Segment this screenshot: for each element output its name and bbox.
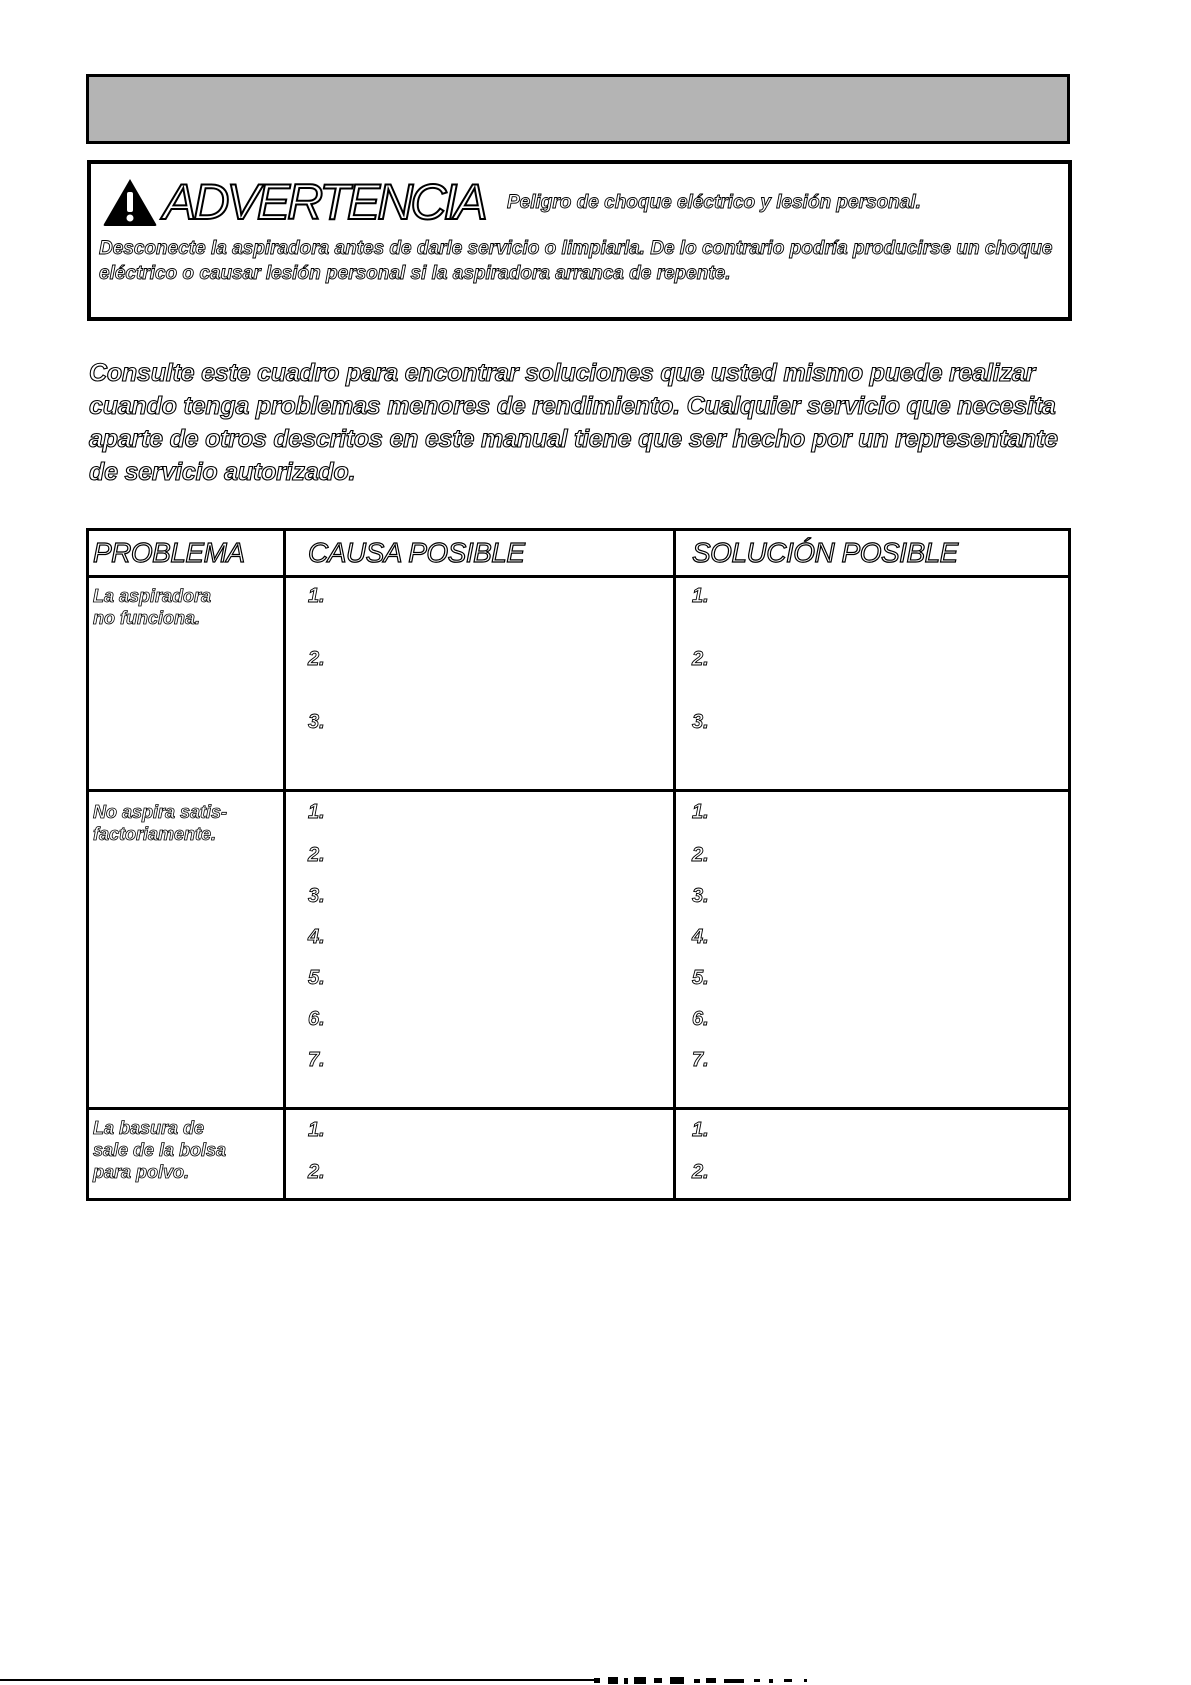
solution-number: 5. — [692, 967, 709, 989]
cause-number: 7. — [308, 1049, 325, 1071]
solution-number: 2. — [692, 844, 709, 866]
problem-text-1 — [93, 585, 211, 629]
header-divider — [89, 575, 1068, 578]
cause-number: 1. — [308, 585, 325, 607]
footer-scan-marks — [594, 1676, 894, 1685]
troubleshooting-table — [86, 528, 1071, 1201]
solution-number: 3. — [692, 711, 709, 733]
solution-number: 1. — [692, 1119, 709, 1141]
warning-title: ADVERTENCIA — [163, 174, 485, 230]
problem-text-3 — [93, 1117, 226, 1183]
solution-number: 6. — [692, 1008, 709, 1030]
section-header-bar — [86, 74, 1070, 144]
cause-number: 1. — [308, 1119, 325, 1141]
header-problem: PROBLEMA — [93, 537, 245, 568]
column-divider — [283, 531, 286, 1198]
solution-number: 7. — [692, 1049, 709, 1071]
cause-number: 1. — [308, 801, 325, 823]
solution-number: 1. — [692, 585, 709, 607]
header-solution: SOLUCIÓN POSIBLE — [692, 537, 958, 568]
warning-triangle-icon — [101, 176, 159, 228]
solution-number: 4. — [692, 926, 709, 948]
warning-subtitle: Peligro de choque eléctrico y lesión personal. — [507, 192, 921, 213]
row-divider — [89, 789, 1068, 792]
column-divider — [673, 531, 676, 1198]
cause-number: 3. — [308, 711, 325, 733]
cause-number: 6. — [308, 1008, 325, 1030]
solution-number: 2. — [692, 648, 709, 670]
cause-number: 2. — [308, 648, 325, 670]
cause-number: 5. — [308, 967, 325, 989]
cause-number: 2. — [308, 1161, 325, 1183]
problem-text: La basura de sale de la bolsa para polvo. — [93, 1118, 227, 1182]
warning-text: Desconecte la aspiradora antes de darle servicio o limpiarla. De lo contrario podría producirse un choque eléctrico o causar lesión personal si la aspiradora arranca de repente. — [99, 238, 1053, 284]
solution-number: 3. — [692, 885, 709, 907]
cause-number: 3. — [308, 885, 325, 907]
problem-text: No aspira satis- factoriamente. — [93, 802, 228, 844]
problem-text-2 — [93, 801, 227, 845]
cause-number: 4. — [308, 926, 325, 948]
intro-paragraph: Consulte este cuadro para encontrar soluciones que usted mismo puede realizar cuando tenga problemas menores de rendimiento. Cualquier servicio que necesita aparte de otros descritos en este manual tiene que ser hecho por un representante de servicio autorizado. — [89, 359, 1058, 486]
solution-number: 1. — [692, 801, 709, 823]
solution-number: 2. — [692, 1161, 709, 1183]
cause-number: 2. — [308, 844, 325, 866]
problem-text: La aspiradora no funciona. — [93, 586, 212, 628]
row-divider — [89, 1107, 1068, 1110]
warning-box — [87, 160, 1072, 321]
header-cause: CAUSA POSIBLE — [308, 537, 525, 568]
footer-rule — [0, 1679, 600, 1681]
